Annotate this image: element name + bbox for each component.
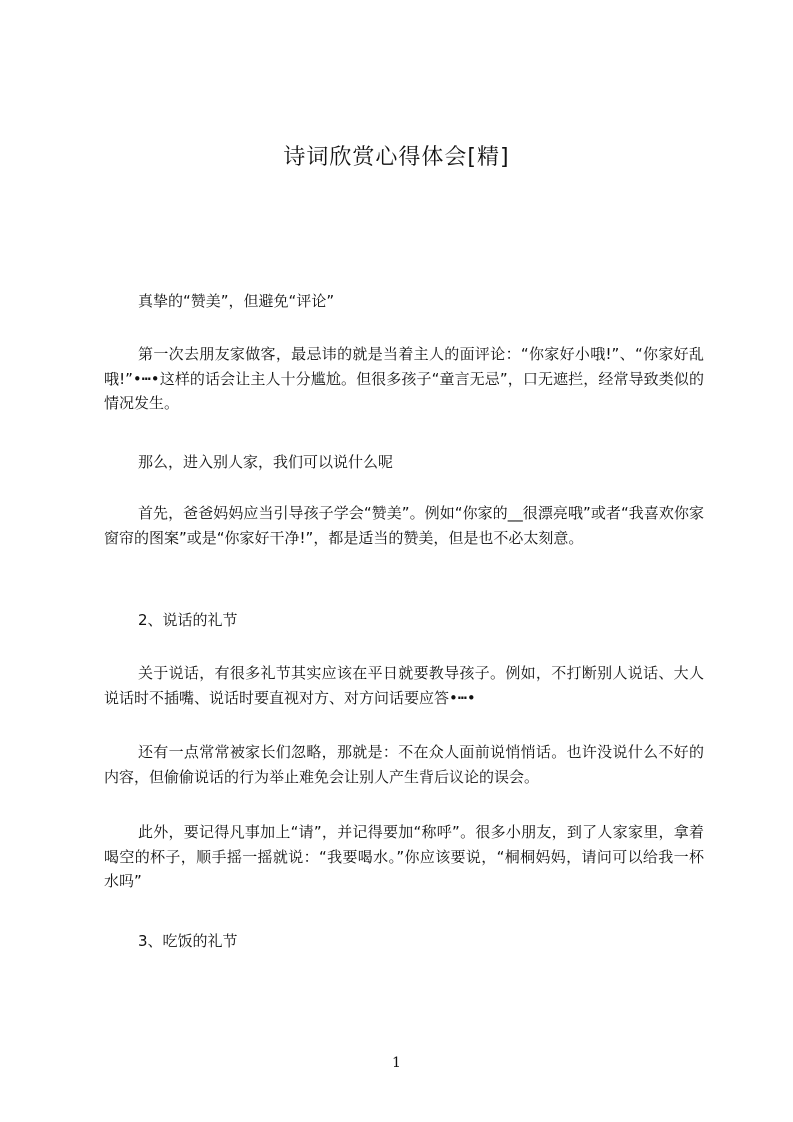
document-title: 诗词欣赏心得体会[精]: [283, 145, 510, 170]
paragraph-6: 还有一点常常被家长们忽略，那就是：不在众人面前说悄悄话。也许没说什么不好的内容，但偷偷说话的行为举止难免会让别人产生背后议论的误会。: [104, 743, 704, 786]
page-number: 1: [392, 1055, 401, 1071]
paragraph-1: 真挚的“赞美”，但避免“评论”: [138, 292, 335, 310]
paragraph-4: 首先，爸爸妈妈应当引导孩子学会“赞美”。例如“你家的__很漂亮哦”或者“我喜欢你家窗帘的图案”或是“你家好干净!”，都是适当的赞美，但是也不必太刻意。: [104, 504, 704, 547]
section-heading-dining: 3、吃饭的礼节: [138, 932, 238, 950]
paragraph-3: 那么，进入别人家，我们可以说什么呢: [138, 453, 394, 471]
paragraph-7: 此外，要记得凡事加上“请”，并记得要加“称呼”。很多小朋友，到了人家家里，拿着喝空的杯子，顺手摇一摇就说：“我要喝水。”你应该要说，“桐桐妈妈，请问可以给我一杯水吗”: [104, 823, 704, 890]
paragraph-2: 第一次去朋友家做客，最忌讳的就是当着主人的面评论：“你家好小哦!”、“你家好乱哦!”•┅•这样的话会让主人十分尴尬。但很多孩子“童言无忌”，口无遮拦，经常导致类似的情况发生。: [104, 345, 704, 412]
section-heading-speech: 2、说话的礼节: [138, 611, 238, 629]
paragraph-5: 关于说话，有很多礼节其实应该在平日就要教导孩子。例如，不打断别人说话、大人说话时不插嘴、说话时要直视对方、对方问话要应答•┅•: [104, 664, 704, 707]
